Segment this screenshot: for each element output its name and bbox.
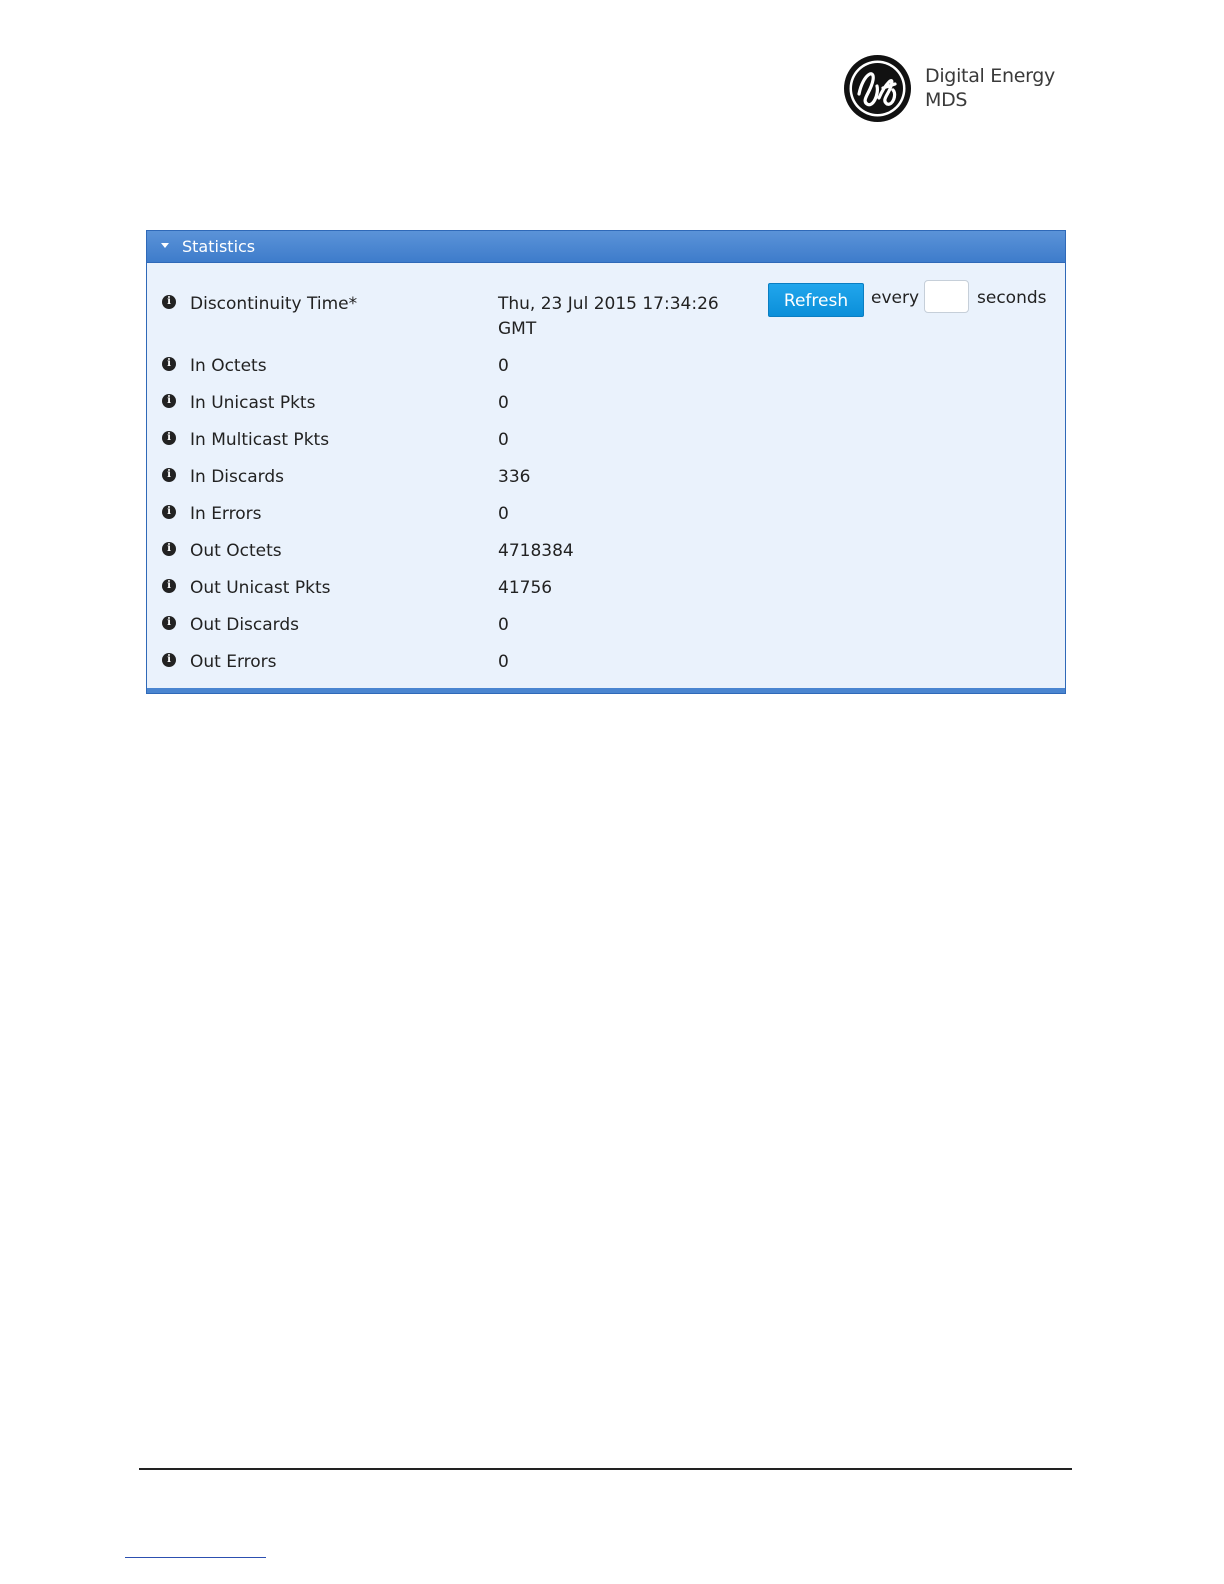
stat-label: Discontinuity Time* (190, 294, 358, 314)
info-icon[interactable]: i (162, 616, 176, 630)
info-icon[interactable]: i (162, 542, 176, 556)
stat-row-in-octets (147, 356, 1065, 386)
stat-value-line-1: Thu, 23 Jul 2015 17:34:26 (498, 294, 719, 314)
stat-label: Out Unicast Pkts (190, 578, 331, 598)
every-label: every (871, 288, 920, 308)
stat-value: 0 (498, 504, 509, 524)
stat-value: 336 (498, 467, 531, 487)
stat-row-in-unicast-pkts (147, 393, 1065, 423)
info-icon[interactable]: i (162, 394, 176, 408)
stat-value: 0 (498, 430, 509, 450)
stat-value: 0 (498, 393, 509, 413)
seconds-label: seconds (977, 288, 1047, 308)
stat-label: In Discards (190, 467, 284, 487)
stat-value: 41756 (498, 578, 553, 598)
refresh-button[interactable]: Refresh (768, 283, 864, 317)
collapse-caret-icon[interactable] (161, 243, 169, 248)
stat-row-in-multicast-pkts (147, 430, 1065, 460)
stat-row-out-unicast-pkts (147, 578, 1065, 608)
stat-label: Out Octets (190, 541, 282, 561)
info-icon[interactable]: i (162, 357, 176, 371)
ge-monogram-icon (843, 54, 912, 123)
info-icon[interactable]: i (162, 468, 176, 482)
stat-value: 0 (498, 356, 509, 376)
stat-label: In Unicast Pkts (190, 393, 316, 413)
stat-label: Out Discards (190, 615, 299, 635)
stat-value (498, 292, 719, 342)
stat-row-in-errors (147, 504, 1065, 534)
statistics-panel (146, 230, 1066, 694)
stat-value: 0 (498, 615, 509, 635)
stat-label: In Octets (190, 356, 267, 376)
info-icon[interactable]: i (162, 653, 176, 667)
statistics-panel-header[interactable] (147, 231, 1065, 263)
info-icon[interactable]: i (162, 295, 176, 309)
logo-line-1: Digital Energy (925, 65, 1055, 87)
stat-value-line-2: GMT (498, 319, 537, 339)
stat-value: 0 (498, 652, 509, 672)
logo-line-2: MDS (925, 89, 968, 111)
panel-title: Statistics (182, 237, 256, 256)
stat-label: Out Errors (190, 652, 277, 672)
info-icon[interactable]: i (162, 579, 176, 593)
stat-label: In Errors (190, 504, 262, 524)
stat-row-out-errors (147, 652, 1065, 682)
info-icon[interactable]: i (162, 505, 176, 519)
logo-text (925, 64, 1055, 112)
statistics-panel-footer (147, 688, 1065, 693)
ge-digital-energy-logo (843, 54, 1063, 124)
footer-link-underline (125, 1557, 266, 1558)
footer-divider (139, 1468, 1072, 1470)
stat-row-out-octets (147, 541, 1065, 571)
refresh-interval-input[interactable] (924, 280, 969, 313)
stat-row-out-discards (147, 615, 1065, 645)
stat-value: 4718384 (498, 541, 574, 561)
stat-label: In Multicast Pkts (190, 430, 330, 450)
stat-row-in-discards (147, 467, 1065, 497)
info-icon[interactable]: i (162, 431, 176, 445)
